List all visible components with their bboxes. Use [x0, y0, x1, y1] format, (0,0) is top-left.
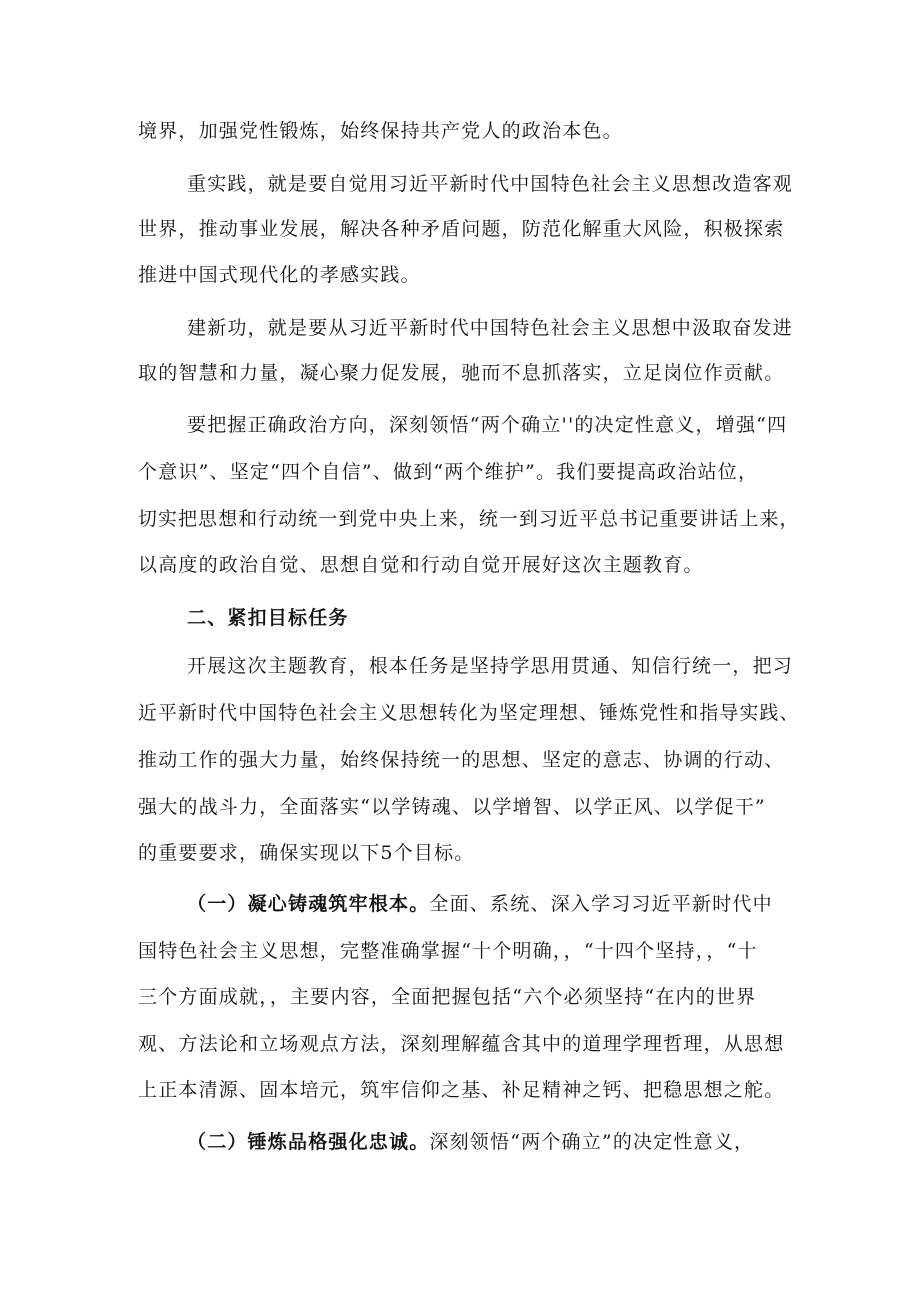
- paragraph-line: 强大的战斗力，全面落实“以学铸魂、以学增智、以学正风、以学促干”: [138, 796, 766, 818]
- paragraph-text: 深刻领悟“两个确立”的决定性意义，: [429, 1131, 755, 1153]
- paragraph-line: 重实践，就是要自觉用习近平新时代中国特色社会主义思想改造客观: [187, 173, 794, 195]
- paragraph-line: 上正本清源、固本培元，筑牢信仰之基、补足精神之钙、把稳思想之舵。: [138, 1079, 785, 1101]
- paragraph-line: 观、方法论和立场观点方法，深刻理解蕴含其中的道理学理哲理，从思想: [138, 1033, 785, 1055]
- paragraph-line: 世界，推动事业发展，解决各种矛盾问题，防范化解重大风险，积极探索: [138, 218, 785, 240]
- paragraph-line: 推动工作的强大力量，始终保持统一的思想、坚定的意志、协调的行动、: [138, 749, 785, 771]
- paragraph-line: 近平新时代中国特色社会主义思想转化为坚定理想、锤炼党性和指导实践、: [138, 702, 800, 724]
- paragraph-line: 取的智慧和力量，凝心聚力促发展，驰而不息抓落实，立足岗位作贡献。: [138, 362, 785, 384]
- paragraph-text: 全面、系统、深入学习习近平新时代中: [429, 893, 773, 915]
- paragraph-line: 的重要要求，确保实现以下5个目标。: [138, 842, 475, 864]
- paragraph-line: 三个方面成就，，主要内容，全面把握包括“六个必须坚持“在内的世界: [138, 986, 757, 1008]
- paragraph-line: 境界，加强党性锻炼，始终保持共产党人的政治本色。: [138, 120, 623, 142]
- section-heading: 二、紧扣目标任务: [187, 607, 349, 629]
- paragraph-line: [187, 1129, 754, 1155]
- paragraph-line: 个意识”、坚定“四个自信”、做到“两个维护”。我们要提高政治站位，: [138, 461, 759, 483]
- paragraph-line: 建新功，就是要从习近平新时代中国特色社会主义思想中汲取奋发进: [187, 317, 794, 339]
- paragraph-line: 国特色社会主义思想，完整准确掌握“十个明确，，“十四个坚持，，“十: [138, 940, 758, 962]
- paragraph-line: [187, 891, 773, 917]
- subheading-lead: （一）凝心铸魂筑牢根本。: [187, 893, 430, 915]
- paragraph-line: 以高度的政治自觉、思想自觉和行动自觉开展好这次主题教育。: [138, 554, 704, 576]
- subheading-lead: （二）锤炼品格强化忠诚。: [187, 1131, 430, 1153]
- paragraph-line: 切实把思想和行动统一到党中央上来，统一到习近平总书记重要讲话上来，: [138, 508, 800, 530]
- paragraph-line: 开展这次主题教育，根本任务是坚持学思用贯通、知信行统一，把习: [187, 655, 794, 677]
- paragraph-line: 要把握正确政治方向，深刻领悟“两个确立''的决定性意义，增强“四: [187, 414, 788, 436]
- paragraph-line: 推进中国式现代化的孝感实践。: [138, 264, 421, 286]
